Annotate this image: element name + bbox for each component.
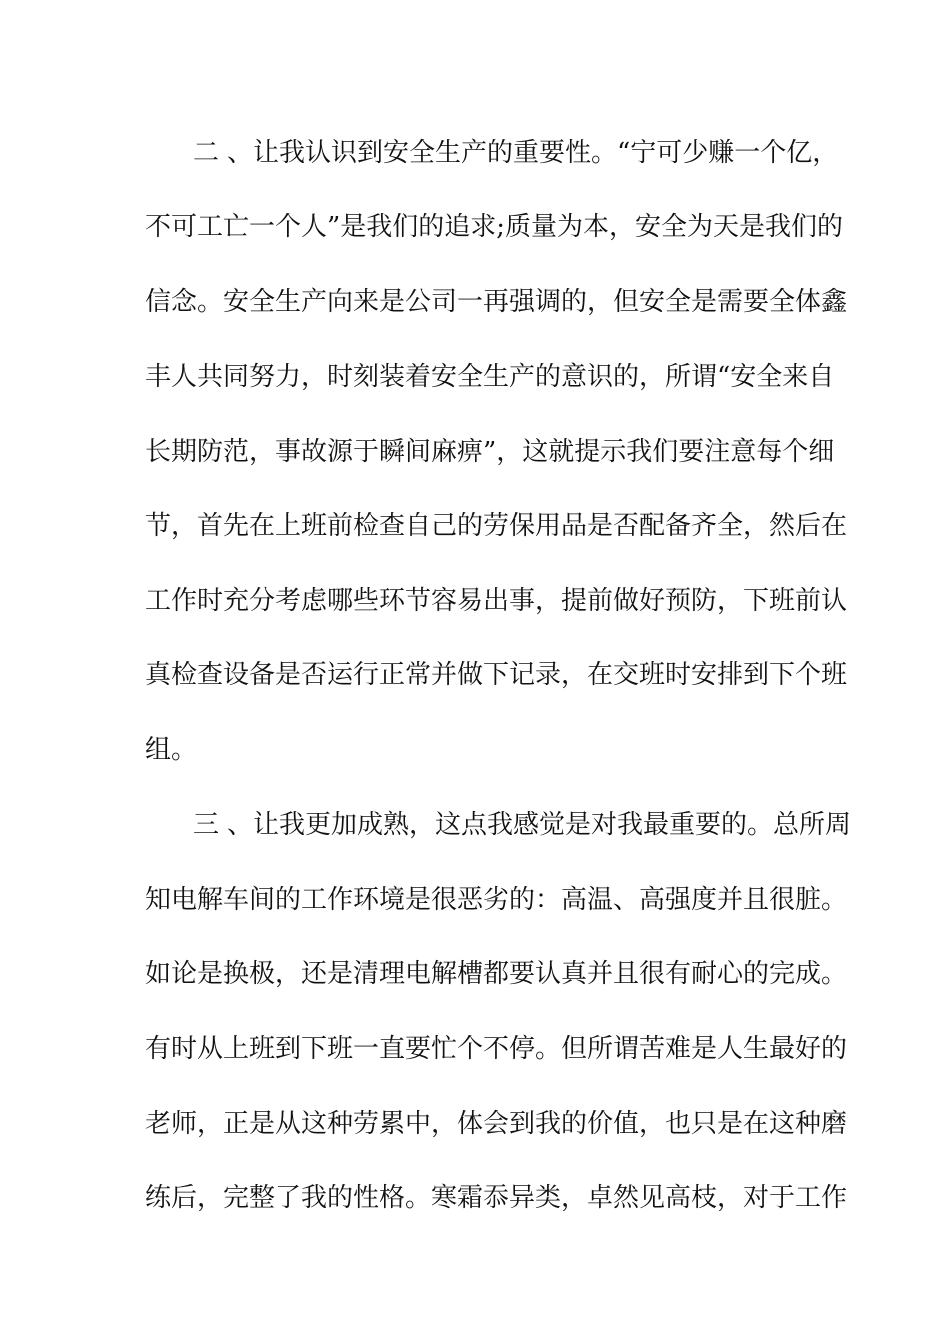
- paragraph-2-line-4: 有时从上班到下班一直要忙个不停。但所谓苦难是人生最好的: [145, 1034, 848, 1064]
- paragraph-1-line-6: 节，首先在上班前检查自己的劳保用品是否配备齐全，然后在: [145, 511, 848, 541]
- paragraph-2-line-3: 如论是换极，还是清理电解槽都要认真并且很有耐心的完成。: [145, 959, 848, 989]
- paragraph-1-line-2: 不可工亡一个人”是我们的追求;质量为本，安全为天是我们的: [145, 212, 844, 242]
- paragraph-1-line-1-text: 让我认识到安全生产的重要性。“宁可少赚一个亿，: [253, 138, 839, 168]
- paragraph-2-line-5: 老师，正是从这种劳累中，体会到我的价值，也只是在这种磨: [145, 1109, 848, 1139]
- paragraph-1-line-1: [193, 133, 839, 173]
- paragraph-1-line-7: 工作时充分考虑哪些环节容易出事，提前做好预防，下班前认: [145, 586, 848, 616]
- paragraph-1-line-4: 丰人共同努力，时刻装着安全生产的意识的，所谓“安全来自: [145, 362, 835, 392]
- paragraph-2-marker: 三、: [193, 810, 253, 840]
- paragraph-2-line-2: 知电解车间的工作环境是很恶劣的：高温、高强度并且很脏。: [145, 885, 848, 915]
- paragraph-1-line-3: 信念。安全生产向来是公司一再强调的，但安全是需要全体鑫: [145, 287, 848, 317]
- paragraph-2-line-1: [193, 805, 852, 845]
- paragraph-2-line-6: 练后，完整了我的性格。寒霜忝异类，卓然见高枝，对于工作: [145, 1183, 848, 1213]
- paragraph-2-line-1-text: 让我更加成熟，这点我感觉是对我最重要的。总所周: [253, 810, 852, 840]
- paragraph-1-marker: 二、: [193, 138, 253, 168]
- paragraph-1-line-8: 真检查设备是否运行正常并做下记录，在交班时安排到下个班: [145, 660, 848, 690]
- paragraph-1-line-5: 长期防范，事故源于瞬间麻痹”，这就提示我们要注意每个细: [145, 437, 835, 467]
- paragraph-1-line-9: 组。: [145, 735, 198, 765]
